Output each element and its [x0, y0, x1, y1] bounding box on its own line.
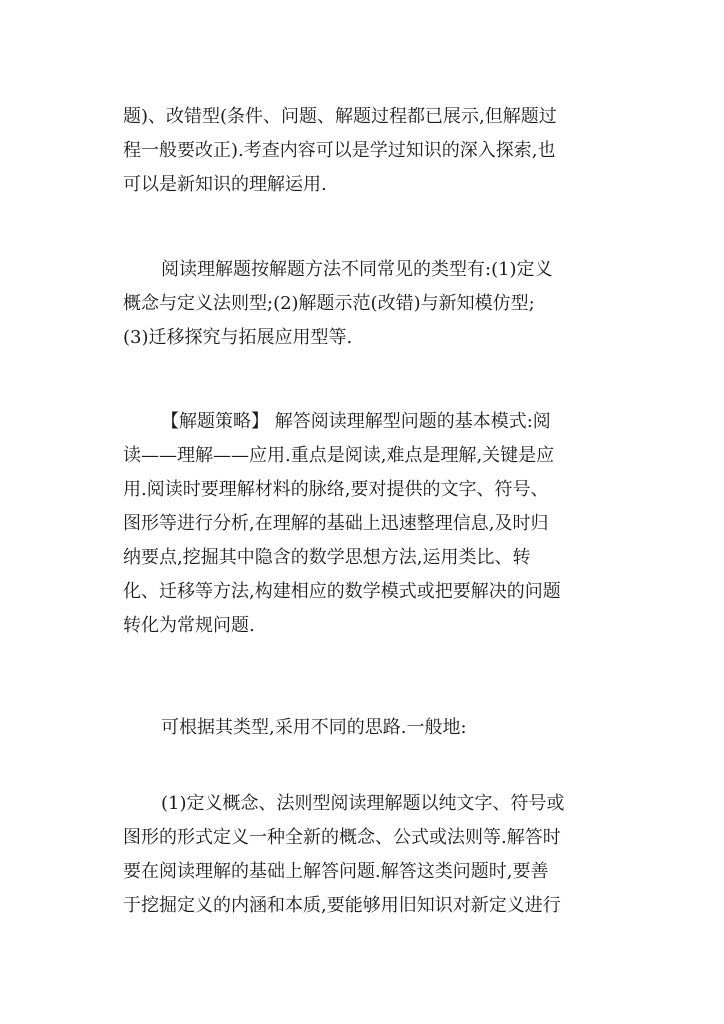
- paragraph-general-approach: [123, 711, 613, 745]
- paragraph-reading-types: [123, 253, 613, 355]
- text-line: 程一般要改正).考查内容可以是学过知识的深入探索,也: [123, 140, 556, 161]
- text-line: 阅读理解题按解题方法不同常见的类型有:(1)定义: [161, 259, 553, 280]
- text-line: 要在阅读理解的基础上解答问题.解答这类问题时,要善: [123, 861, 549, 882]
- text-line: 可以是新知识的理解运用.: [123, 174, 327, 195]
- text-line: 题)、改错型(条件、问题、解题过程都已展示,但解题过: [123, 106, 557, 127]
- text-line: 转化为常规问题.: [123, 615, 255, 636]
- text-line: (3)迁移探究与拓展应用型等.: [123, 327, 353, 348]
- paragraph-solving-strategy: [123, 405, 613, 643]
- text-line: 纳要点,挖掘其中隐含的数学思想方法,运用类比、转: [123, 547, 531, 568]
- text-line: 用.阅读时要理解材料的脉络,要对提供的文字、符号、: [123, 479, 549, 500]
- text-line: 读——理解——应用.重点是阅读,难点是理解,关键是应: [123, 445, 555, 466]
- text-line: 可根据其类型,采用不同的思路.一般地:: [161, 717, 467, 738]
- text-line: 图形等进行分析,在理解的基础上迅速整理信息,及时归: [123, 513, 549, 534]
- paragraph-problem-types: [123, 100, 613, 202]
- text-line: 概念与定义法则型;(2)解题示范(改错)与新知模仿型;: [123, 293, 535, 314]
- text-line: 图形的形式定义一种全新的概念、公式或法则等.解答时: [123, 827, 561, 848]
- text-line: 【解题策略】 解答阅读理解型问题的基本模式:阅: [161, 411, 551, 432]
- paragraph-definition-type: [123, 787, 613, 923]
- text-line: 化、迁移等方法,构建相应的数学模式或把要解决的问题: [123, 581, 561, 602]
- text-line: 于挖掘定义的内涵和本质,要能够用旧知识对新定义进行: [123, 895, 561, 916]
- text-line: (1)定义概念、法则型阅读理解题以纯文字、符号或: [161, 793, 565, 814]
